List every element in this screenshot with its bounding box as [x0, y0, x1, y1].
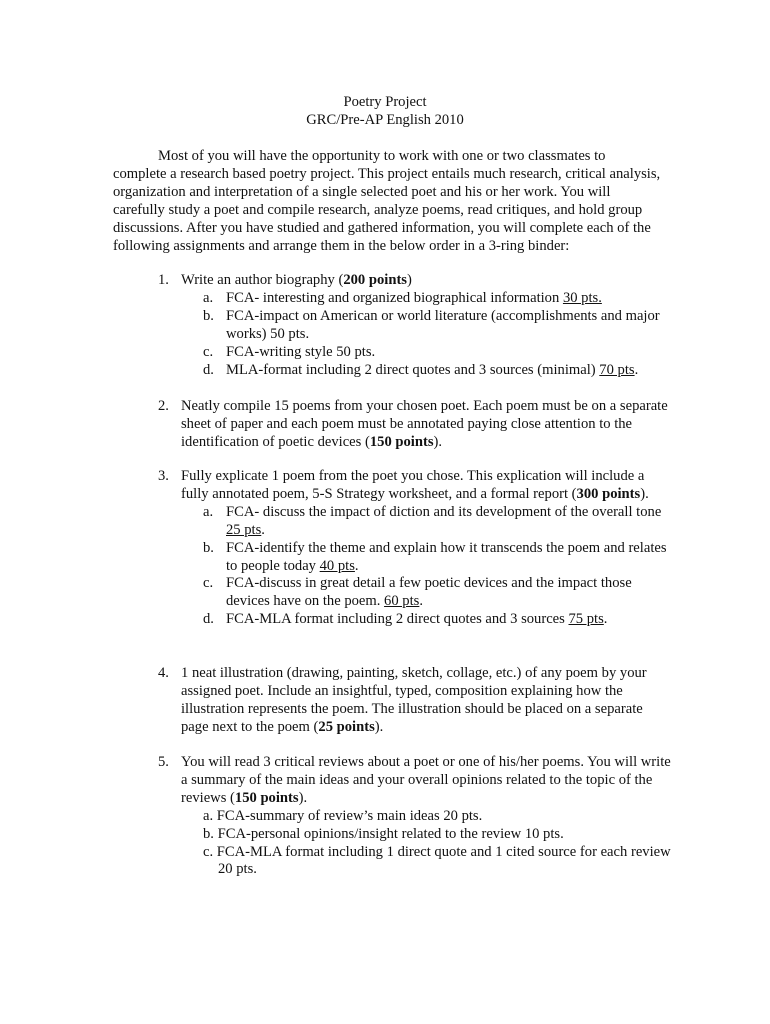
title-block — [0, 94, 770, 130]
assignment-number: 2. — [158, 398, 169, 414]
subitem — [113, 308, 673, 344]
assignment-1 — [113, 272, 673, 379]
subitem-text: FCA- discuss the impact of diction and its development of the overall tone — [226, 503, 662, 520]
assignment-text-part: Neatly compile 15 poems from your chosen poet. Each poem must be on a separate sheet of paper and each poem must be annotated paying close attention to the identification of poetic devices ( — [181, 398, 668, 450]
subitem-letter: d. — [203, 361, 214, 378]
subitem-letter: a. — [203, 289, 214, 306]
subitem — [113, 362, 673, 380]
intro-paragraph: Most of you will have the opportunity to work with one or two classmates to complete a research based poetry project. This project entails much research, critical analysis, organization and interpretation of a single selected poet and his or her work. You will carefully study a poet and compile research, analyze poems, read critiques, and hold group discussions. After you have studied and gathered information, you will complete each of the following assignments and arrange them in the below order in a 3-ring binder: — [113, 148, 661, 254]
subitem — [113, 344, 673, 362]
subitem-after: . — [261, 521, 265, 538]
assignment-item — [113, 754, 673, 808]
assignment-text-part: Write an author biography ( — [181, 272, 344, 288]
subitem-after: . — [603, 611, 608, 628]
subitem: a. FCA-summary of review’s main ideas 20 pts. — [203, 807, 483, 824]
subitem-text: MLA-format including 2 direct quotes and 3 sources (minimal) — [226, 361, 600, 378]
subitem-points: 70 pts — [599, 361, 635, 378]
assignment-points: 25 points — [318, 718, 375, 735]
assignment-item — [113, 468, 673, 504]
subitem-text: FCA-identify the theme and explain how it transcends the poem and relates to people today — [226, 539, 667, 574]
subitem-letter: c. — [203, 343, 214, 360]
subitem-points: 30 pts. — [562, 289, 602, 306]
subitem-letter: b. — [203, 307, 214, 324]
page-title: Poetry Project — [343, 94, 427, 110]
subitem-after: . — [634, 361, 639, 378]
assignment-text-part: ) — [407, 272, 412, 288]
assignment-2 — [113, 398, 673, 452]
assignment-number: 3. — [158, 468, 169, 484]
assignment-points: 150 points — [234, 789, 299, 806]
assignment-4 — [113, 665, 673, 737]
subitem-points: 40 pts — [319, 557, 355, 574]
assignment-3 — [113, 468, 673, 629]
assignment-points: 200 points — [343, 272, 407, 288]
assignment-points: 300 points — [576, 485, 641, 502]
assignment-text-part: 1 neat illustration (drawing, painting, sketch, collage, etc.) of any poem by your assigned poet. Include an insightful, typed, composition explaining how the illustration represents the poem. The illustration should be placed on a separate page next to the poem ( — [181, 665, 647, 735]
subitem-points: 25 pts — [226, 521, 262, 538]
assignment-text-part: You will read 3 critical reviews about a poet or one of his/her poems. You will write a summary of the main ideas and your overall opinions related to the topic of the reviews ( — [181, 754, 671, 806]
subitem-points: 60 pts — [384, 593, 420, 610]
assignment-text — [181, 272, 673, 290]
assignment-5 — [113, 754, 673, 879]
assignment-item — [113, 272, 673, 290]
assignment-number: 1. — [158, 272, 169, 288]
assignment-item — [113, 398, 673, 452]
subitem — [113, 575, 673, 611]
assignment-text — [181, 665, 673, 737]
subitem — [113, 540, 673, 576]
page-subtitle: GRC/Pre-AP English 2010 — [306, 111, 464, 128]
subitem-text: FCA-writing style 50 pts. — [226, 343, 376, 360]
subitem — [113, 611, 673, 629]
subitem — [113, 290, 673, 308]
subitem-after: . — [354, 557, 359, 574]
subitem-letter: a. — [203, 503, 214, 520]
subitem-text: FCA-impact on American or world literature (accomplishments and major works) 50 pts. — [226, 307, 660, 342]
subitem-after: . — [419, 593, 423, 610]
assignment-points: 150 points — [369, 433, 434, 450]
assignment-number: 4. — [158, 665, 169, 681]
assignment-text-part: Fully explicate 1 poem from the poet you chose. This explication will include a fully annotated poem, 5-S Strategy worksheet, and a formal report ( — [181, 468, 645, 502]
subitem-text: FCA-MLA format including 2 direct quotes and 3 sources — [226, 611, 569, 628]
assignment-text-part: ). — [640, 485, 649, 502]
assignment-text — [181, 754, 673, 808]
assignment-text-part: ). — [433, 433, 443, 450]
assignment-item — [113, 665, 673, 737]
subitem-text: FCA-discuss in great detail a few poetic devices and the impact those devices have on the poem. — [226, 575, 632, 610]
subitem-points: 75 pts — [568, 611, 604, 628]
subitem — [113, 504, 673, 540]
subitem: b. FCA-personal opinions/insight related to the review 10 pts. — [203, 825, 564, 842]
subitem-letter: d. — [203, 611, 214, 628]
assignment-text-part: ). — [374, 718, 384, 735]
subitem-letter: c. — [203, 575, 214, 592]
subitem-letter: b. — [203, 539, 214, 556]
assignment-text — [181, 398, 673, 452]
assignment-text-part: ). — [298, 789, 308, 806]
subitem-text: FCA- interesting and organized biographical information — [226, 289, 563, 306]
assignment-number: 5. — [158, 754, 169, 770]
assignment-text — [181, 468, 673, 504]
subitem: c. FCA-MLA format including 1 direct quote and 1 cited source for each review 20 pts. — [203, 843, 671, 878]
